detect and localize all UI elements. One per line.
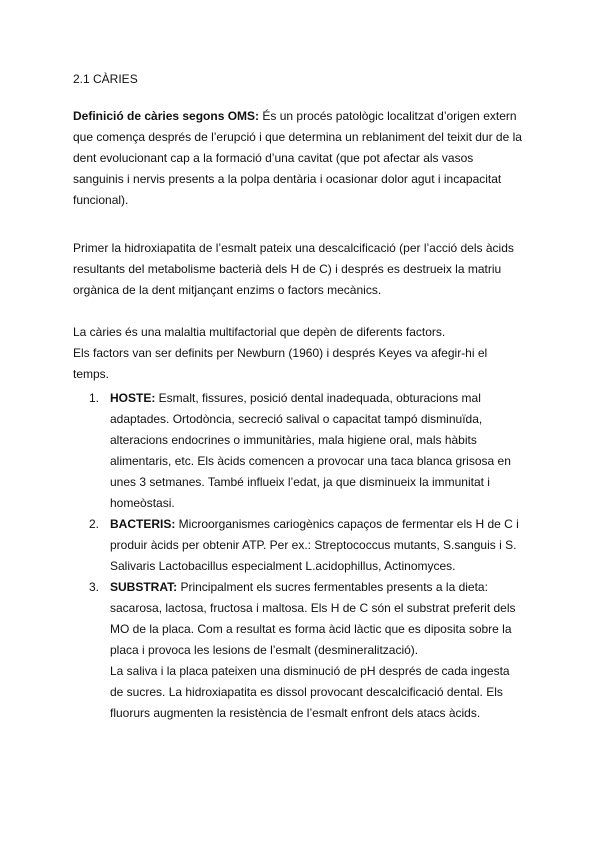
factor-line: homeòstasi. — [110, 496, 175, 510]
factor-text: Principalment els sucres fermentables presents a la dieta: — [177, 580, 488, 594]
factor-line-1 — [110, 514, 549, 535]
paragraph-line: temps. — [73, 367, 110, 381]
factor-line: fluorurs augmenten la resistència de l’esmalt enfront dels atacs àcids. — [110, 706, 481, 720]
section-title: 2.1 CÀRIES — [73, 72, 138, 86]
factor-text: Microorganismes cariogènics capaços de fermentar els H de C i — [175, 517, 519, 531]
factor-line: produir àcids per obtenir ATP. Per ex.: Streptococcus mutants, S.sanguis i S. — [110, 538, 517, 552]
factor-line: alimentaris, etc. Els àcids comencen a provocar una taca blanca grisosa en — [110, 454, 511, 468]
paragraph-line: La càries és una malaltia multifactorial que depèn de diferents factors. — [73, 325, 446, 339]
definition-line-1 — [73, 106, 535, 127]
factor-line: placa i provoca les lesions de l’esmalt (desmineralització). — [110, 643, 419, 657]
factor-label: HOSTE: — [110, 391, 156, 405]
paragraph-line: resultants del metabolisme bacterià dels H de C) i després es destrueix la matriu — [73, 262, 502, 276]
factor-item-substrat — [89, 577, 549, 724]
factors-list — [89, 388, 549, 724]
factor-line: alteracions endocrines o immunitàries, mala higiene oral, mals hàbits — [110, 433, 477, 447]
factor-line: unes 3 setmanes. També influeix l’edat, ja que disminueix la immunitat i — [110, 475, 490, 489]
definition-label: Definició de càries segons OMS: — [73, 109, 260, 123]
factor-line: La saliva i la placa pateixen una disminució de pH després de cada ingesta — [110, 664, 510, 678]
definition-line: dent evolucionant cap a la formació d’una cavitat (que pot afectar als vasos — [73, 151, 474, 165]
factor-label: SUBSTRAT: — [110, 580, 178, 594]
factor-line: sacarosa, lactosa, fructosa i maltosa. Els H de C són el substrat preferit dels — [110, 601, 516, 615]
list-number: 2. — [89, 517, 100, 531]
definition-line: sanguinis i nervis presents a la polpa dentària i ocasionar dolor agut i incapacitat — [73, 172, 502, 186]
factor-line-1 — [110, 577, 549, 598]
factor-line: Salivaris Lactobacillus especialment L.acidophillus, Actinomyces. — [110, 559, 456, 573]
paragraph-line: Els factors van ser definits per Newburn (1960) i després Keyes va afegir-hi el — [73, 346, 488, 360]
factor-item-bacteris — [89, 514, 549, 577]
list-number: 3. — [89, 580, 100, 594]
multifactorial-paragraph — [73, 322, 535, 385]
definition-paragraph — [73, 106, 535, 211]
definition-line: que comença després de l’erupció i que determina un reblaniment del teixit dur de la — [73, 130, 522, 144]
list-number: 1. — [89, 391, 100, 405]
paragraph-line: Primer la hidroxiapatita de l’esmalt pateix una descalcificació (per l’acció dels àcids — [73, 241, 514, 255]
definition-line: funcional). — [73, 193, 129, 207]
factor-text: Esmalt, fissures, posició dental inadequada, obturacions mal — [155, 391, 481, 405]
paragraph-line: orgànica de la dent mitjançant enzims o factors mecànics. — [73, 283, 382, 297]
hydroxyapatite-paragraph — [73, 238, 535, 301]
factor-item-hoste — [89, 388, 549, 514]
definition-text: És un procés patològic localitzat d’origen extern — [259, 109, 517, 123]
factor-line: de sucres. La hidroxiapatita es dissol provocant descalcificació dental. Els — [110, 685, 503, 699]
factor-line: adaptades. Ortodòncia, secreció salival o capacitat tampó disminuïda, — [110, 412, 483, 426]
factor-line-1 — [110, 388, 549, 409]
factor-label: BACTERIS: — [110, 517, 176, 531]
factor-line: MO de la placa. Com a resultat es forma àcid làctic que es diposita sobre la — [110, 622, 512, 636]
